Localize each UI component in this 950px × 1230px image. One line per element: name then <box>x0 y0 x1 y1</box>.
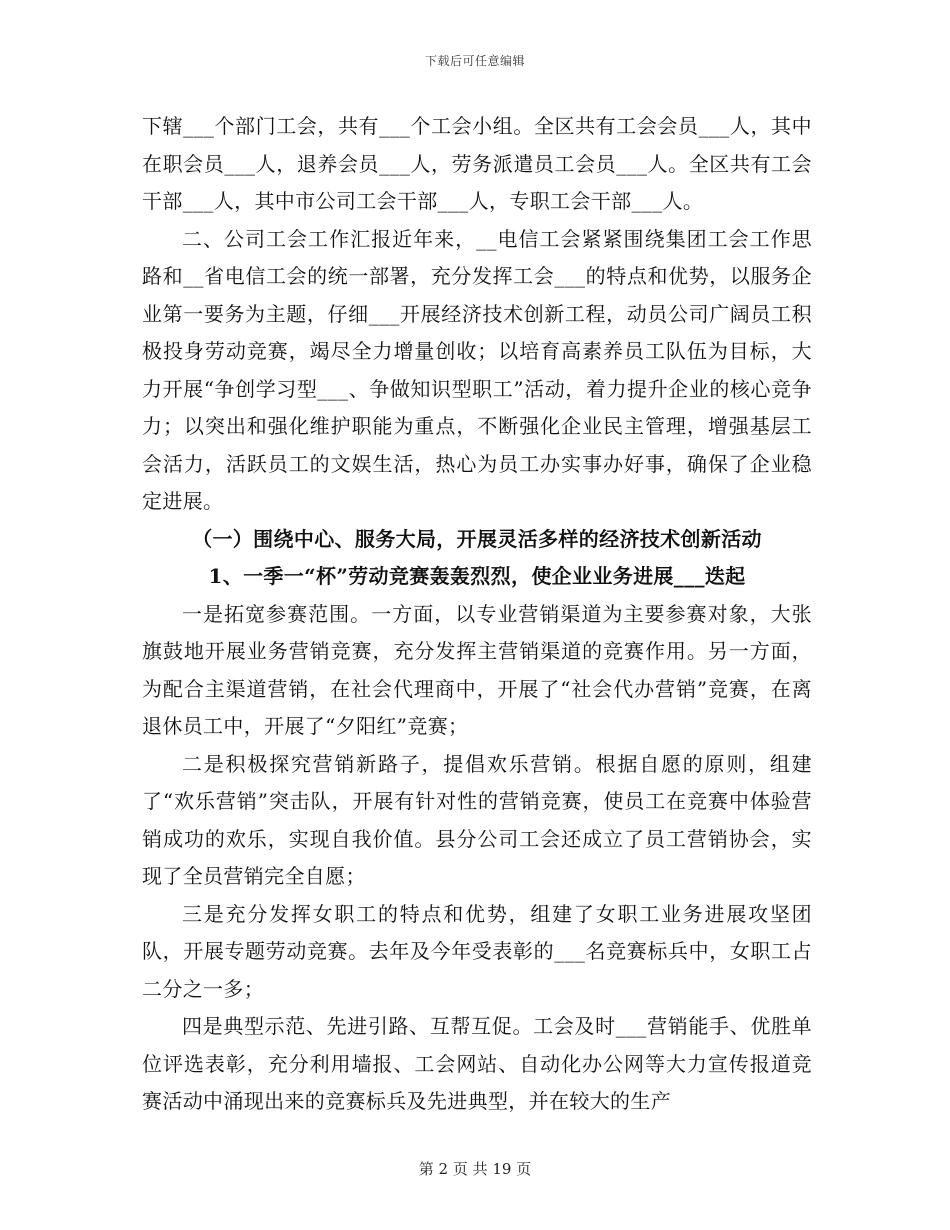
page-header-note: 下载后可任意编辑 <box>424 54 525 68</box>
paragraph-work-report: 二、公司工会工作汇报近年来，__电信工会紧紧围绕集团工会工作思路和__省电信工会的统一部署，充分发挥工会___的特点和优势，以服务企业第一要务为主题，仔细___开展经济技术创新工程，动员公司广阔员工积极投身劳动竞赛，竭尽全力增量创收；以培育高素养员工队伍为目标，大力开展“争创学习型___、争做知识型职工”活动，着力提升企业的核心竞争力；以突出和强化维护职能为重点，不断强化企业民主管理，增强基层工会活力，活跃员工的文娱生活，热心为员工办实事办好事，确保了企业稳定进展。 <box>142 226 812 513</box>
paragraph-union-stats: 下辖___个部门工会，共有___个工会小组。全区共有工会会员___人，其中在职会员___人，退养会员___人，劳务派遣员工会员___人。全区共有工会干部___人，其中市公司工会干部___人，专职工会干部___人。 <box>142 114 812 213</box>
document-body <box>142 108 812 1121</box>
page-number: 第 2 页 共 19 页 <box>418 1160 532 1178</box>
subsection-heading-1: 1、一季一“杯”劳动竞赛轰轰烈烈，使企业业务进展___迭起 <box>208 564 746 588</box>
section-heading-1: （一）围绕中心、服务大局，开展灵活多样的经济技术创新活动 <box>192 526 762 551</box>
paragraph-point-2: 二是积极探究营销新路子，提倡欢乐营销。根据自愿的原则，组建了“欢乐营销”突击队，开展有针对性的营销竞赛，使员工在竞赛中体验营销成功的欢乐，实现自我价值。县分公司工会还成立了员工营销协会，实现了全员营销完全自愿； <box>142 751 812 888</box>
paragraph-point-3: 三是充分发挥女职工的特点和优势，组建了女职工业务进展攻坚团队，开展专题劳动竞赛。去年及今年受表彰的___名竞赛标兵中，女职工占二分之一多； <box>142 901 812 1001</box>
paragraph-point-4: 四是典型示范、先进引路、互帮互促。工会及时___营销能手、优胜单位评选表彰，充分利用墙报、工会网站、自动化办公网等大力宣传报道竞赛活动中涌现出来的竞赛标兵及先进典型，并在较大的生产 <box>142 1014 812 1113</box>
paragraph-point-1: 一是拓宽参赛范围。一方面，以专业营销渠道为主要参赛对象，大张旗鼓地开展业务营销竞赛，充分发挥主营销渠道的竞赛作用。另一方面，为配合主渠道营销，在社会代理商中，开展了“社会代办营销”竞赛，在离退休员工中，开展了“夕阳红”竞赛； <box>142 601 812 738</box>
